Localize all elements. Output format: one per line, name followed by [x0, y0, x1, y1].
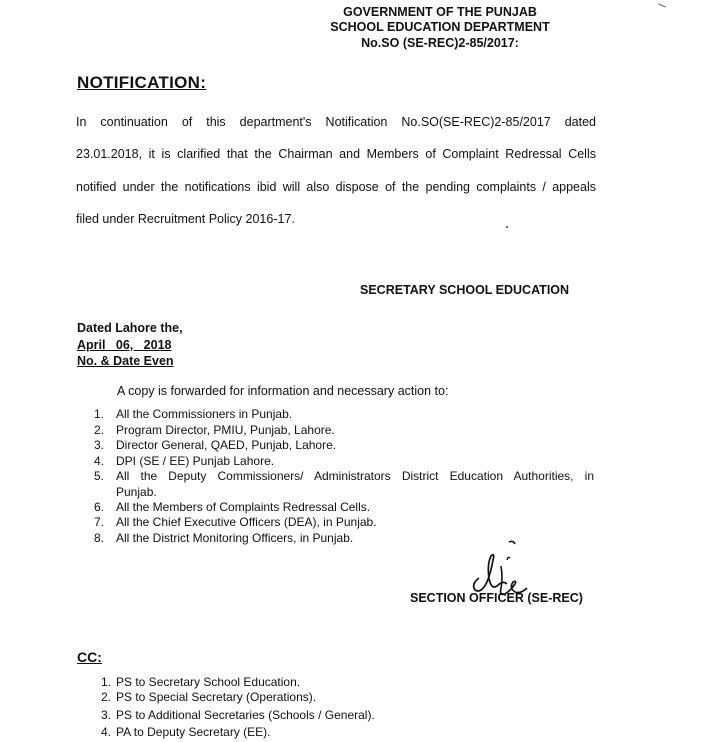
list-item: [0, 531, 704, 546]
stray-dot: [506, 226, 508, 228]
list-item-text: Director General, QAED, Punjab, Lahore.: [116, 438, 337, 452]
list-item: [0, 469, 704, 500]
list-item-number: 2.: [100, 690, 111, 704]
list-item: [0, 407, 704, 422]
body-line-2: 23.01.2018, it is clarified that the Chairman and Members of Complaint Redressal Cells: [76, 147, 596, 161]
cc-label: CC:: [77, 649, 102, 665]
body-line-4: filed under Recruitment Policy 2016-17.: [76, 212, 295, 226]
list-item-number: 2.: [93, 423, 104, 437]
list-item-number: 8.: [93, 531, 104, 545]
list-item-text: PS to Secretary School Education.: [116, 675, 301, 689]
list-item-text: All the Chief Executive Officers (DEA), in Punjab.: [116, 515, 377, 529]
list-item-text: Program Director, PMIU, Punjab, Lahore.: [116, 423, 335, 437]
list-item-number: 3.: [100, 708, 111, 722]
list-item-continuation: Punjab.: [116, 485, 157, 499]
list-item-number: 3.: [93, 438, 104, 452]
dated-place: Dated Lahore the,: [77, 321, 183, 335]
list-item-text: PS to Special Secretary (Operations).: [116, 690, 317, 704]
list-item-number: 7.: [93, 515, 104, 529]
list-item-text: All the Commissioners in Punjab.: [116, 407, 293, 421]
list-item: [0, 500, 704, 515]
body-line-1: In continuation of this department's Notification No.SO(SE-REC)2-85/2017 dated: [76, 115, 596, 129]
dated-reference: No. & Date Even: [77, 354, 174, 368]
list-item-text: All the District Monitoring Officers, in Punjab.: [116, 531, 354, 545]
section-officer-signature-title: SECTION OFFICER (SE-REC): [410, 591, 583, 605]
list-item: [0, 454, 704, 469]
list-item-number: 1.: [100, 675, 111, 689]
list-item-number: 4.: [100, 725, 111, 739]
list-item: [0, 675, 704, 690]
list-item-text: DPI (SE / EE) Punjab Lahore.: [116, 454, 275, 468]
list-item-text: PS to Additional Secretaries (Schools / General).: [116, 708, 375, 722]
list-item-number: 5.: [93, 469, 104, 483]
body-line-3: notified under the notifications ibid will also dispose of the pending complaints / appeals: [76, 180, 596, 194]
list-item: [0, 708, 704, 723]
list-item: [0, 690, 704, 705]
list-item-text: All the Deputy Commissioners/ Administrators District Education Authorities, in: [116, 469, 594, 483]
list-item-text: PA to Deputy Secretary (EE).: [116, 725, 271, 739]
header-department: SCHOOL EDUCATION DEPARTMENT: [330, 20, 550, 34]
list-item: [0, 725, 704, 740]
secretary-signature-title: SECRETARY SCHOOL EDUCATION: [360, 283, 570, 297]
list-item-text: All the Members of Complaints Redressal Cells.: [116, 500, 371, 514]
list-item-number: 4.: [93, 454, 104, 468]
list-item: [0, 423, 704, 438]
list-item-number: 1.: [93, 407, 104, 421]
list-item: [0, 515, 704, 530]
list-item: [0, 438, 704, 453]
forward-text: A copy is forwarded for information and necessary action to:: [117, 384, 449, 398]
list-item-number: 6.: [93, 500, 104, 514]
notification-title: NOTIFICATION:: [77, 73, 207, 92]
header-reference-number: No.SO (SE-REC)2-85/2017:: [361, 36, 519, 50]
scan-mark: [658, 3, 666, 7]
header-government: GOVERNMENT OF THE PUNJAB: [343, 5, 537, 19]
dated-date: April 06, 2018: [77, 338, 172, 352]
